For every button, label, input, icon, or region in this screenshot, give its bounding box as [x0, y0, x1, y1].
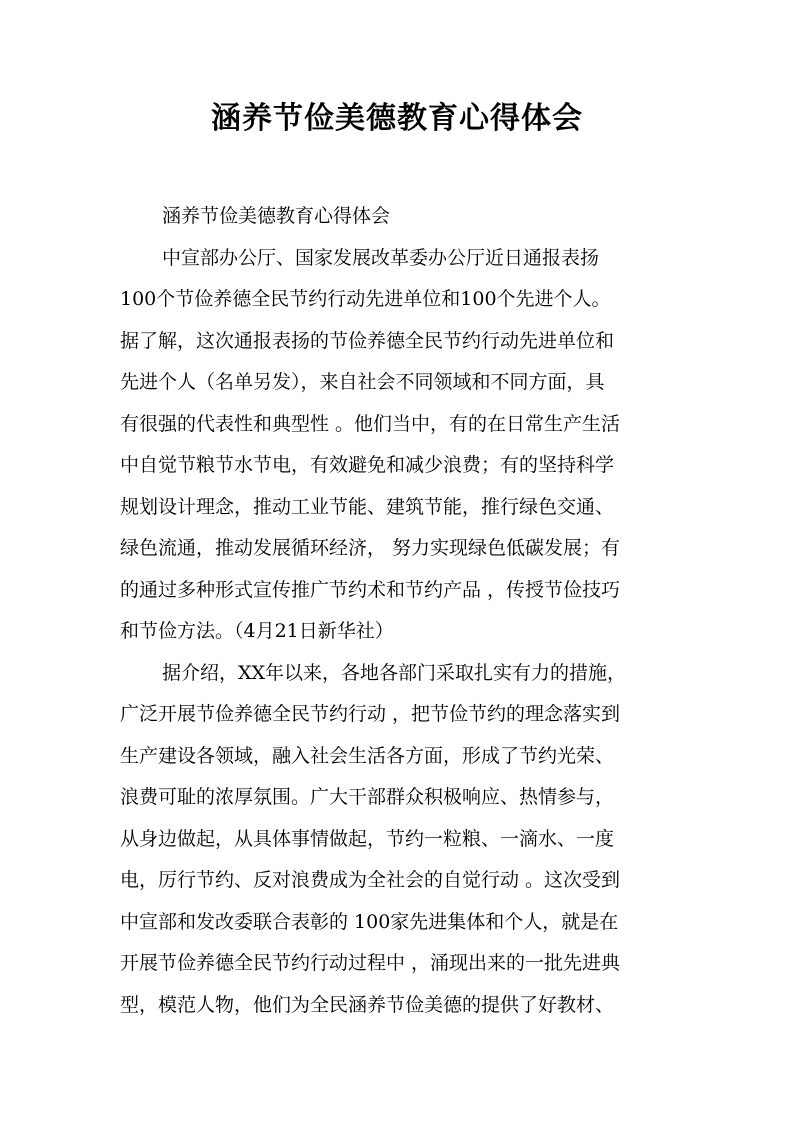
text-line: 电，厉行节约、反对浪费成为全社会的自觉行动 。这次受到 [120, 869, 621, 891]
text-line: 中宣部和发改委联合表彰的 100家先进集体和个人，就是在 [120, 910, 619, 933]
text-line: 型，模范人物，他们为全民涵养节俭美德的提供了好教材、 [120, 993, 615, 1016]
text-line: 涵养节俭美德教育心得体会 [162, 205, 391, 227]
text-line: 的通过多种形式宣传推广节约术和节约产品 ，传授节俭技巧 [120, 578, 621, 601]
text-line: 规划设计理念，推动工业节能、建筑节能，推行绿色交通、 [120, 495, 615, 518]
text-line: 绿色流通，推动发展循环经济， 努力实现绿色低碳发展；有 [120, 537, 621, 559]
text-line: 中宣部办公厅、国家发展改革委办公厅近日通报表扬 [162, 246, 600, 269]
text-line: 浪费可耻的浓厚氛围。广大干部群众积极响应、热情参与， [120, 786, 615, 808]
document-body [120, 196, 700, 1026]
text-line: 有很强的代表性和典型性 。他们当中，有的在日常生产生活 [120, 412, 621, 435]
text-line: 广泛开展节俭养德全民节约行动 ，把节俭节约的理念落实到 [120, 703, 621, 725]
text-line: 和节俭方法。（4月21日新华社） [120, 620, 394, 642]
text-line: 中自觉节粮节水节电，有效避免和减少浪费；有的坚持科学 [120, 454, 615, 476]
document-title: 涵养节俭美德教育心得体会 [211, 101, 583, 136]
text-line: 开展节俭养德全民节约行动过程中 ，涌现出来的一批先进典 [120, 952, 621, 974]
text-line: 据了解，这次通报表扬的节俭养德全民节约行动先进单位和 [120, 329, 615, 352]
text-line: 据介绍，XX年以来，各地各部门采取扎实有力的措施， [162, 661, 627, 684]
text-line: 生产建设各领域，融入社会生活各方面，形成了节约光荣、 [120, 744, 615, 767]
text-line: 先进个人（名单另发），来自社会不同领域和不同方面，具 [120, 371, 605, 393]
text-line: 100个节俭养德全民节约行动先进单位和100个先进个人。 [120, 288, 611, 310]
text-line: 从身边做起，从具体事情做起，节约一粒粮、一滴水、一度 [120, 827, 615, 850]
